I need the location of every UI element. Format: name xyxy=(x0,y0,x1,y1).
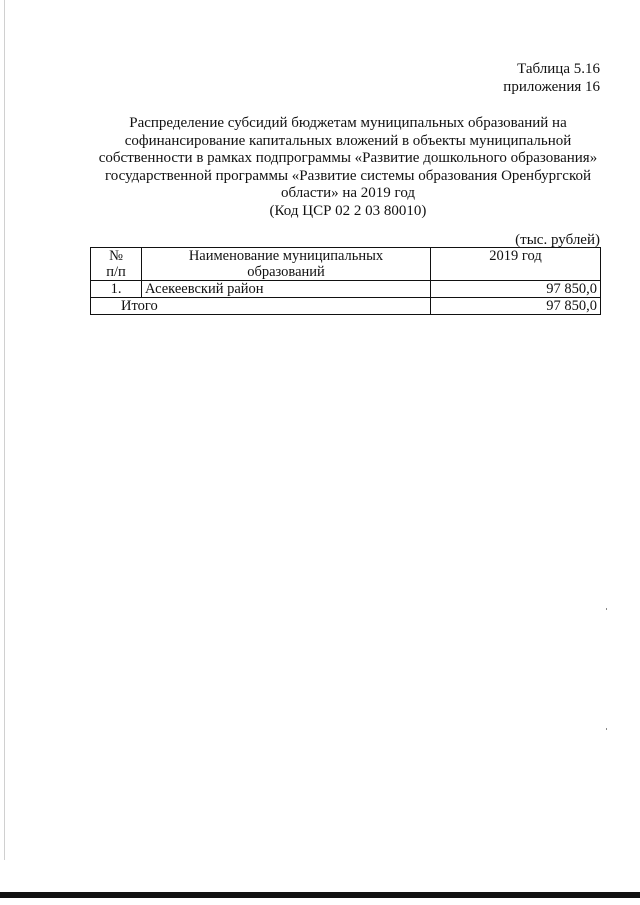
row-number: 1. xyxy=(91,281,142,298)
header-year: 2019 год xyxy=(431,248,601,281)
subsidy-table xyxy=(90,247,601,315)
title-line-5: области» на 2019 год xyxy=(280,185,416,201)
total-label: Итого xyxy=(91,298,431,315)
row-value: 97 850,0 xyxy=(431,281,601,298)
header-name xyxy=(142,248,431,281)
header-name-line-2: образований xyxy=(247,264,325,280)
header-name-line-1: Наименование муниципальных xyxy=(188,248,384,264)
appendix-label: приложения 16 xyxy=(503,79,600,95)
total-value: 97 850,0 xyxy=(431,298,601,315)
scan-edge xyxy=(4,0,5,860)
header-number xyxy=(91,248,142,281)
row-name: Асекеевский район xyxy=(142,281,431,298)
title-line-3: собственности в рамках подпрограммы «Развитие дошкольного образования» xyxy=(98,150,598,166)
table-total-row xyxy=(91,298,601,315)
header-number-line-1: № xyxy=(109,248,123,264)
scan-speck xyxy=(606,728,607,730)
title-line-2: софинансирование капитальных вложений в объекты муниципальной xyxy=(124,132,572,149)
title-line-1: Распределение субсидий бюджетам муниципальных образований на xyxy=(129,115,567,131)
scan-speck xyxy=(606,608,607,610)
table-row xyxy=(91,281,601,298)
title-line-6: (Код ЦСР 02 2 03 80010) xyxy=(269,202,427,219)
title-line-4: государственной программы «Развитие системы образования Оренбургской xyxy=(104,167,592,184)
table-reference xyxy=(503,60,600,96)
unit-label: (тыс. рублей) xyxy=(515,232,600,248)
header-number-line-2: п/п xyxy=(106,264,126,280)
document-title xyxy=(92,115,604,220)
scan-bottom-border xyxy=(0,892,640,898)
table-header-row xyxy=(91,248,601,281)
table-label: Таблица 5.16 xyxy=(517,61,600,77)
